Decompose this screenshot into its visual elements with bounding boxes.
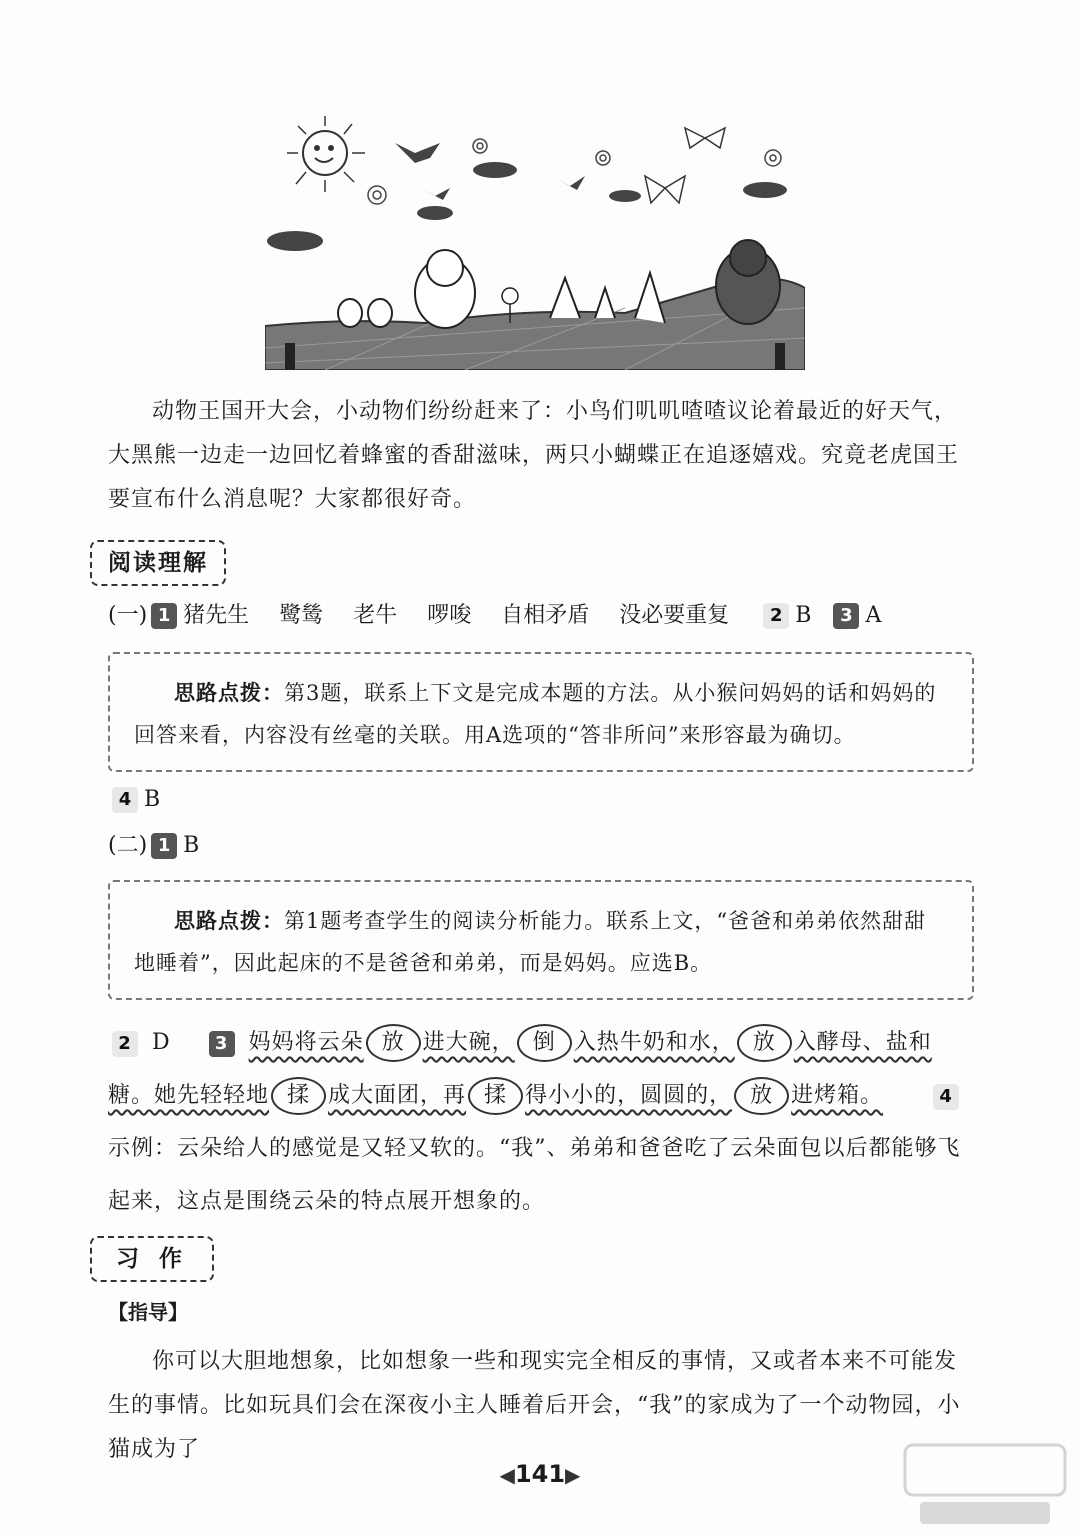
part2-q1-answer: B xyxy=(183,833,200,858)
page-number: ◀141▶ xyxy=(499,1460,581,1488)
q1-answer-6: 没必要重复 xyxy=(619,603,730,628)
part2-label: (二) xyxy=(108,833,148,858)
butterfly-icon xyxy=(645,128,725,203)
q1-answer-2: 鹭鸶 xyxy=(279,603,324,628)
q1-number: 1 xyxy=(151,603,177,629)
hint-2-text: 第1题考查学生的阅读分析能力。联系上文，“爸爸和弟弟依然甜甜地睡着”，因此起床的不是爸爸和弟弟，而是妈妈。应选B。 xyxy=(134,909,927,975)
part2-q4-answer: 示例：云朵给人的感觉是又轻又软的。“我”、弟弟和爸爸吃了云朵面包以后都能够飞起来，这点是围绕云朵的特点展开想象的。 xyxy=(108,1136,961,1214)
part2-q2-number: 2 xyxy=(112,1031,138,1057)
part2-q2-answer: D xyxy=(152,1030,171,1055)
q2-answer: B xyxy=(795,603,812,628)
circled-verb-1: 放 xyxy=(366,1024,421,1062)
hint-2-label: 思路点拨： xyxy=(174,908,284,933)
passage-text: 动物王国开大会，小动物们纷纷赶来了：小鸟们叽叽喳喳议论着最近的好天气，大黑熊一边走一边回忆着蜂蜜的香甜滋味，两只小蝴蝶正在追逐嬉戏。究竟老虎国王要宣布什么消息呢？大家都很好奇。 xyxy=(108,399,960,512)
q3-sequence-text: 妈妈将云朵 放 进大碗， 倒 入热牛奶和水， 放 入酵母、盐和糖。她先轻轻地 揉 成大面团，再 揉 得小小的，圆圆的， 放 进烤箱。 xyxy=(108,1030,932,1108)
q1-answer-5: 自相矛盾 xyxy=(501,603,590,628)
q2-number: 2 xyxy=(763,603,789,629)
part2-q4-number: 4 xyxy=(933,1084,959,1110)
q4-number: 4 xyxy=(112,787,138,813)
guide-text: 你可以大胆地想象，比如想象一些和现实完全相反的事情，又或者本来不可能发生的事情。比如玩具们会在深夜小主人睡着后开会，“我”的家成为了一个动物园，小猫成为了 xyxy=(108,1349,961,1462)
section-reading-comprehension: 阅读理解 xyxy=(90,540,226,586)
part2-q3-number: 3 xyxy=(209,1031,235,1057)
circled-verb-3: 放 xyxy=(737,1024,792,1062)
post-icon xyxy=(285,343,295,370)
hint-box-1 xyxy=(108,652,974,772)
part2-answers xyxy=(108,1016,974,1228)
q3-number: 3 xyxy=(833,603,859,629)
part2-line xyxy=(108,826,199,866)
q4-answer: B xyxy=(144,787,161,812)
part1-answers xyxy=(108,596,881,636)
cloud-icon xyxy=(267,162,787,251)
q1-answer-4: 啰唆 xyxy=(427,603,472,628)
guide-title: 【指导】 xyxy=(108,1300,188,1324)
circled-verb-2: 倒 xyxy=(517,1024,572,1062)
watermark-logo xyxy=(900,1440,1070,1530)
part2-q1-number: 1 xyxy=(151,833,177,859)
circled-verb-4: 揉 xyxy=(271,1077,326,1115)
hint-box-2 xyxy=(108,880,974,1000)
sun-icon xyxy=(287,116,365,192)
q4-line xyxy=(108,780,160,820)
q3-answer: A xyxy=(865,603,882,628)
part1-label: (一) xyxy=(108,603,148,628)
circled-verb-6: 放 xyxy=(734,1077,789,1115)
q1-answer-1: 猪先生 xyxy=(183,603,250,628)
q1-answer-3: 老牛 xyxy=(353,603,398,628)
hint-1-label: 思路点拨： xyxy=(174,680,284,705)
hint-1-text: 第3题，联系上下文是完成本题的方法。从小猴问妈妈的话和妈妈的回答来看，内容没有丝毫的关联。用A选项的“答非所问”来形容最为确切。 xyxy=(134,681,937,747)
section-writing: 习作 xyxy=(90,1236,214,1282)
circled-verb-5: 揉 xyxy=(468,1077,523,1115)
animal-kingdom-illustration xyxy=(265,108,805,370)
